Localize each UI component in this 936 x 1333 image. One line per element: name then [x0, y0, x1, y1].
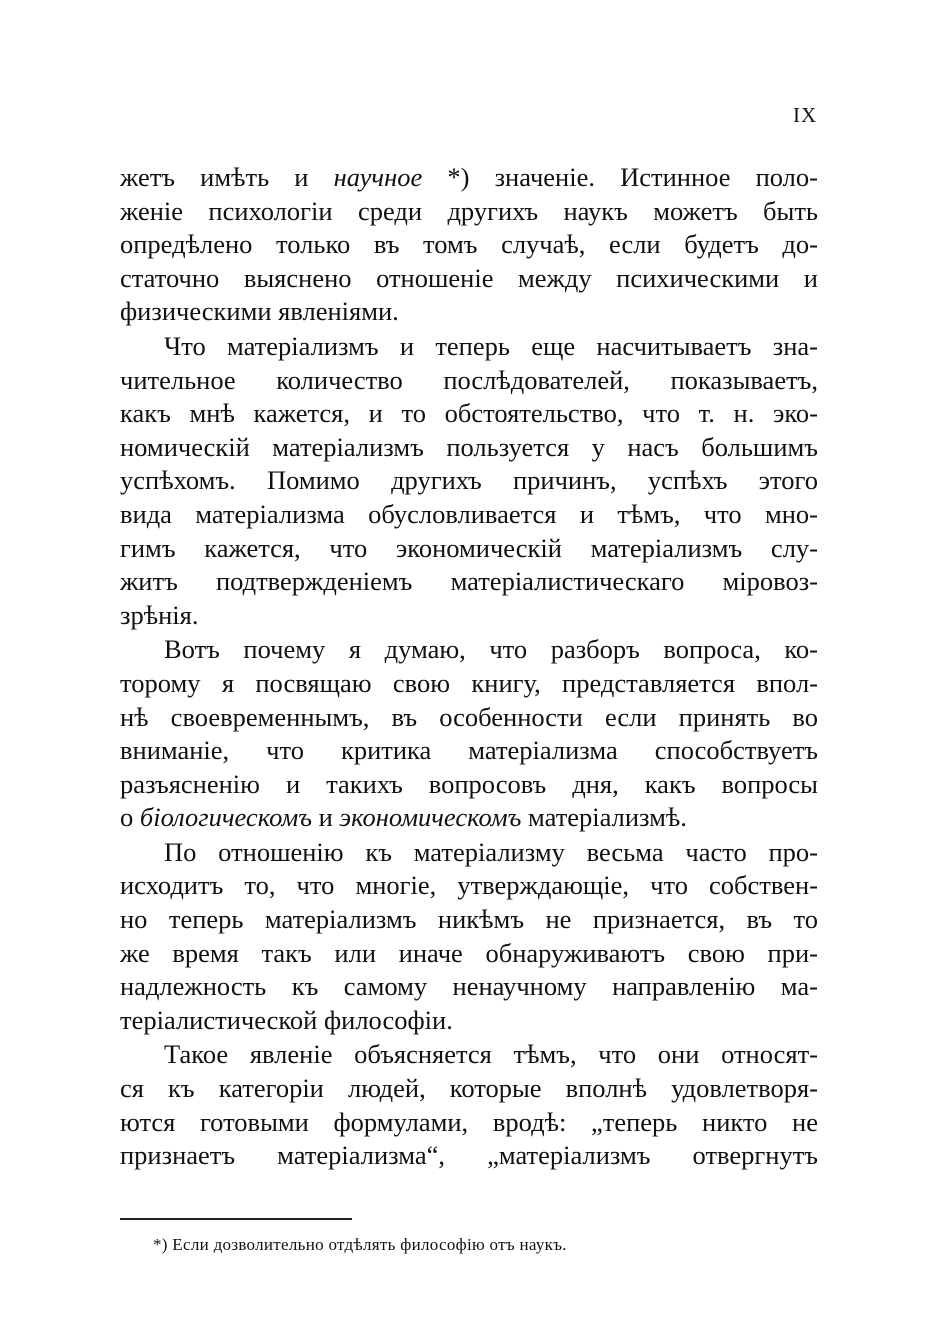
- text-run: Такое явленіе объясняется тѣмъ, что они относят-: [164, 1039, 818, 1070]
- text-line: [120, 431, 818, 465]
- text-line: [120, 768, 818, 802]
- text-line: [120, 364, 818, 398]
- text-line: [120, 228, 818, 262]
- page-number: IX: [793, 103, 818, 127]
- text-line: [120, 262, 818, 296]
- footnote: *) Если дозволительно отдѣлять философію отъ наукъ.: [153, 1235, 567, 1254]
- text-run: о: [120, 802, 140, 833]
- text-line: [120, 1072, 818, 1106]
- text-line: [120, 295, 818, 329]
- paragraph: [120, 161, 818, 329]
- text-run: номическій матеріализмъ пользуется у насъ большимъ: [120, 431, 818, 462]
- text-line: [120, 498, 818, 532]
- text-line: [120, 195, 818, 229]
- text-run: вида матеріализма обусловливается и тѣмъ, что мно-: [120, 498, 818, 529]
- text-run: какъ мнѣ кажется, и то обстоятельство, что т. н. эко-: [120, 398, 818, 429]
- text-line: [120, 1038, 818, 1072]
- text-line: [120, 970, 818, 1004]
- text-line: [120, 1004, 818, 1038]
- text-run: надлежность къ самому ненаучному направленію ма-: [120, 971, 818, 1002]
- text-run: ются готовыми формулами, вродѣ: „теперь никто не: [120, 1106, 818, 1137]
- text-run: гимъ кажется, что экономическій матеріализмъ слу-: [120, 532, 818, 563]
- text-run: успѣхомъ. Помимо другихъ причинъ, успѣхъ этого: [120, 465, 818, 496]
- text-line: [120, 734, 818, 768]
- text-run: матеріализмѣ.: [521, 802, 687, 833]
- text-line: [120, 836, 818, 870]
- paragraph: [120, 330, 818, 632]
- text-line: [120, 599, 818, 633]
- text-run: торому я посвящаю свою книгу, представляется впол-: [120, 667, 818, 698]
- text-run: разъясненію и такихъ вопросовъ дня, какъ вопросы: [120, 768, 818, 799]
- text-line: [120, 937, 818, 971]
- text-line: [120, 532, 818, 566]
- text-run: но теперь матеріализмъ никѣмъ не признается, въ то: [120, 904, 818, 935]
- text-line: [120, 161, 818, 195]
- text-line: [120, 1106, 818, 1140]
- text-run: житъ подтвержденіемъ матеріалистическаго міровоз-: [120, 566, 818, 597]
- paragraph: [120, 1038, 818, 1172]
- text-run: По отношенію къ матеріализму весьма часто про-: [164, 836, 818, 867]
- text-run: *) значеніе. Истинное поло-: [422, 162, 818, 192]
- italic-term: экономическомъ: [339, 802, 522, 833]
- text-run: исходитъ то, что многіе, утверждающіе, что собствен-: [120, 870, 818, 901]
- text-run: вниманіе, что критика матеріализма способствуетъ: [120, 735, 818, 766]
- text-run: Вотъ почему я думаю, что разборъ вопроса, ко-: [164, 634, 818, 665]
- text-line: [120, 903, 818, 937]
- text-run: признаетъ матеріализма“, „матеріализмъ отвергнутъ: [120, 1140, 818, 1171]
- text-run: опредѣлено только въ томъ случаѣ, если будетъ до-: [120, 229, 818, 260]
- text-run: физическими явленіями.: [120, 296, 399, 327]
- text-run: зрѣнія.: [120, 599, 199, 630]
- text-line: [120, 701, 818, 735]
- text-run: чительное количество послѣдователей, показываетъ,: [120, 364, 818, 395]
- italic-term: біологическомъ: [139, 802, 312, 833]
- text-line: [120, 801, 818, 835]
- text-line: [120, 633, 818, 667]
- text-run: ся къ категоріи людей, которые вполнѣ удовлетворя-: [120, 1073, 818, 1104]
- text-line: [120, 330, 818, 364]
- text-run: женіе психологіи среди другихъ наукъ можетъ быть: [120, 195, 818, 226]
- text-line: [120, 397, 818, 431]
- paragraph: [120, 633, 818, 835]
- text-run: жетъ имѣть и: [120, 162, 334, 192]
- text-line: [120, 869, 818, 903]
- text-run: и: [311, 802, 340, 833]
- paragraph: [120, 836, 818, 1038]
- text-run: теріалистической философіи.: [120, 1004, 453, 1035]
- text-run: же время такъ или иначе обнаруживаютъ свою при-: [120, 937, 818, 968]
- text-run: статочно выяснено отношеніе между психическими и: [120, 262, 818, 293]
- text-run: нѣ своевременнымъ, въ особенности если принять во: [120, 701, 818, 732]
- text-line: [120, 565, 818, 599]
- text-run: Что матеріализмъ и теперь еще насчитываетъ зна-: [164, 330, 818, 361]
- italic-term: научное: [333, 162, 423, 192]
- text-line: [120, 1139, 818, 1173]
- footnote-divider: [120, 1218, 352, 1220]
- body-text: [120, 161, 818, 1173]
- text-line: [120, 464, 818, 498]
- text-line: [120, 667, 818, 701]
